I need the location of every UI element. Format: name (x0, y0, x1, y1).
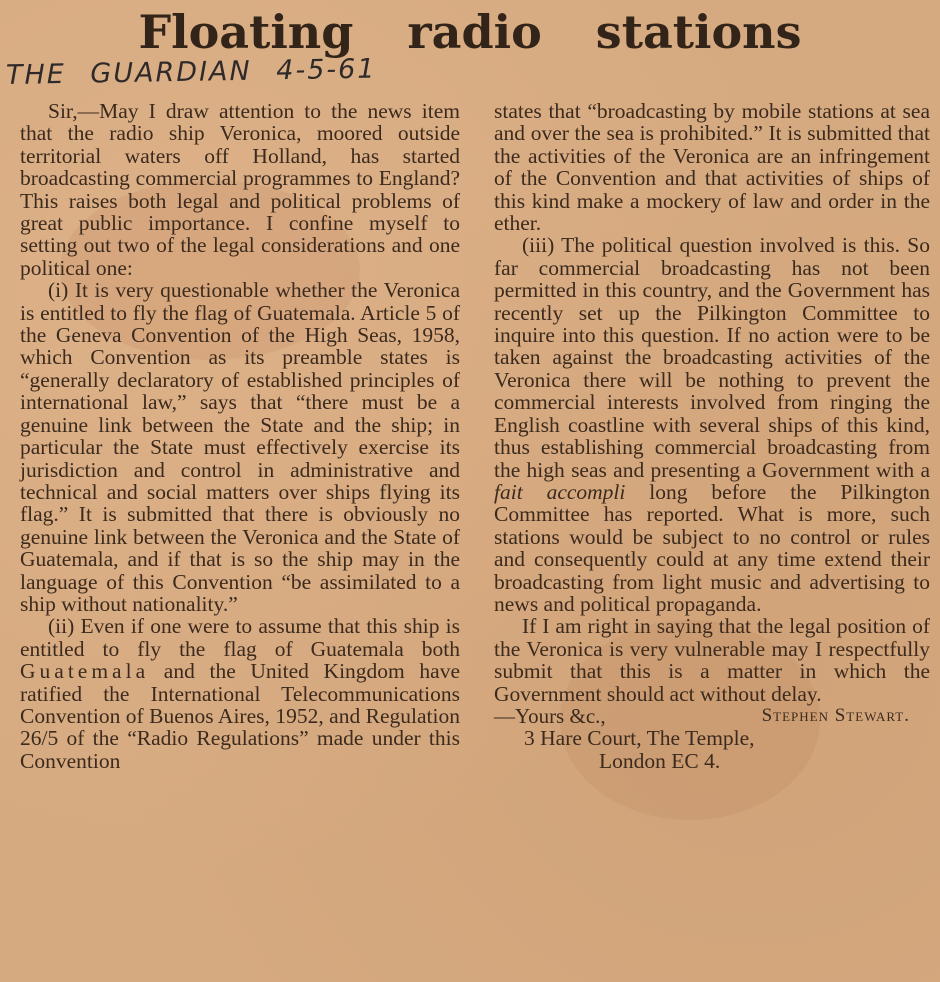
letter-paragraph: (i) It is very questionable whether the Veronica is entitled to fly the flag of Guatemala. Article 5 of the Geneva Convention of the High Seas, 1958, which Convention as its preamble states is “generally declaratory of established principles of international law,” says that “there must be a genuine link between the State and the ship; in particular the State must effectively exercise its jurisdiction and control in administrative and technical and social matters over ships flying its flag.” It is submitted that there is obviously no genuine link between the Veronica and the State of Guatemala, and if that is so the ship may in the language of this Convention “be assimilated to a ship without nationality.” (20, 278, 460, 616)
right-column (494, 100, 930, 772)
spaced-word: Guatemala (20, 659, 150, 684)
paragraph-text: and the United Kingdom have ratified the International Telecommunications Convention of Buenos Aires, 1952, and Regulation 26/5 of the “Radio Regulations” made under this Convention (20, 659, 461, 773)
letter-paragraph: If I am right in saying that the legal position of the Veronica is very vulnerable may I respectfully submit that this is a matter in which the Government should act without delay. (494, 614, 930, 706)
headline: Floating radio stations (138, 5, 802, 59)
handwritten-annotation: THE GUARDIAN 4-5-61 (5, 53, 377, 92)
address-line: London EC 4. (599, 748, 721, 773)
left-column (20, 100, 460, 772)
paragraph-text: long before the Pilkington Committee has reported. What is more, such stations would be subject to no control or rules and consequently could at any time extend their broadcasting from light music and advertising to news and political propaganda. (494, 479, 931, 616)
letter-paragraph (494, 234, 930, 615)
signatory-name: Stephen Stewart. (761, 704, 910, 726)
letter-paragraph: Sir,—May I draw attention to the news item that the radio ship Veronica, moored outside territorial waters off Holland, has started broadcasting commercial programmes to England? This raises both legal and political problems of great public importance. I confine myself to setting out two of the legal considerations and one political one: (20, 99, 460, 280)
letter-paragraph (20, 615, 460, 772)
address-line: 3 Hare Court, The Temple, (524, 726, 755, 751)
paragraph-text: (ii) Even if one were to assume that this ship is entitled to fly the flag of Guatemala both (20, 614, 460, 661)
italic-phrase: fait accompli (494, 479, 626, 504)
closing: —Yours &c., (494, 703, 606, 728)
paragraph-text: (iii) The political question involved is this. So far commercial broadcasting has not been permitted in this country, and the Government has recently set up the Pilkington Committee to inquire into this question. If no action were to be taken against the broadcasting activities of the Veronica there will be nothing to prevent the commercial interests involved from ringing the English coastline with several ships of this kind, thus establishing commercial broadcasting from the high seas and presenting a Government with a (494, 233, 930, 482)
letter-paragraph: states that “broadcasting by mobile stations at sea and over the sea is prohibited.” It is submitted that the activities of the Veronica are an infringement of the Convention and that activities of ships of this kind make a mockery of law and order in the ether. (494, 99, 930, 236)
signature-line (494, 705, 930, 727)
